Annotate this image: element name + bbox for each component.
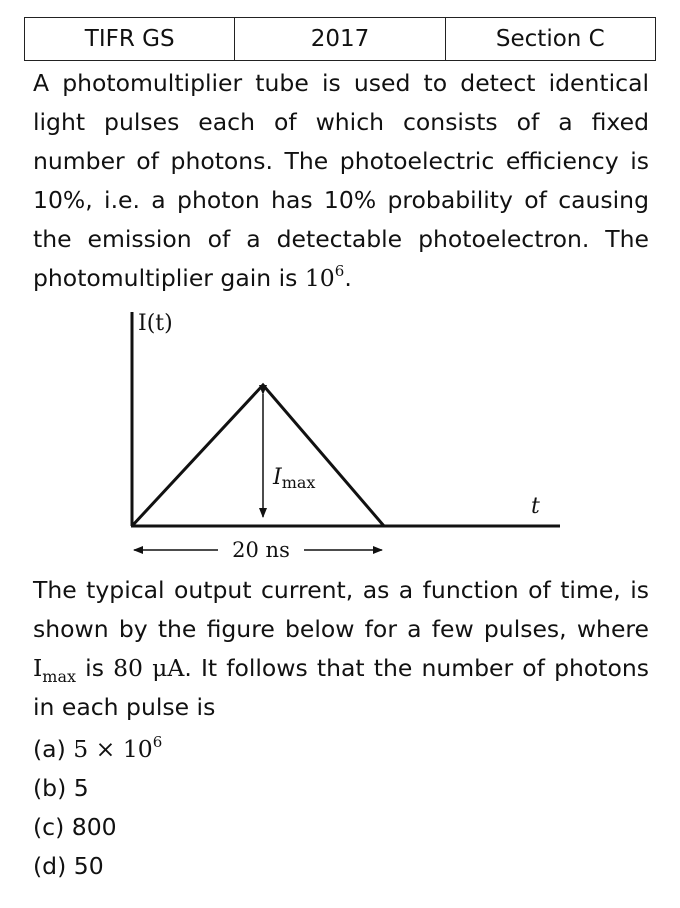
option-label: (d) — [33, 852, 67, 880]
header-exam: TIFR GS — [25, 18, 235, 61]
gain-base: 10 — [304, 264, 335, 292]
option-label: (a) — [33, 735, 66, 763]
pulse-figure — [120, 300, 560, 570]
option-value: 5 × 10 — [73, 735, 153, 763]
width-label: 20 ns — [232, 538, 290, 562]
header-table — [24, 17, 656, 61]
pulse-triangle — [132, 385, 384, 526]
body-text-3: . It follows that the number of photons in each pulse is — [33, 654, 649, 721]
imax-symbol-main: I — [33, 654, 43, 682]
option-a[interactable] — [33, 730, 162, 769]
question-body — [33, 571, 649, 727]
gain-exponent: 6 — [334, 262, 345, 280]
option-c[interactable] — [33, 808, 162, 847]
header-year: 2017 — [235, 18, 445, 61]
x-axis-label: t — [531, 494, 540, 519]
intro-text: A photomultiplier tube is used to detect identical light pulses each of which consists of a fixed number of photons. The photoelectric efficiency is 10%, i.e. a photon has 10% probability of causing the emission of a detectable photoelectron. The photomultiplier gain is — [33, 69, 649, 292]
answer-options — [33, 730, 162, 886]
imax-label — [272, 465, 315, 492]
imax-label-sub: max — [281, 473, 316, 492]
option-b[interactable] — [33, 769, 162, 808]
option-value: 50 — [73, 852, 104, 880]
body-text-2: is — [76, 654, 114, 682]
option-exponent: 6 — [152, 733, 163, 751]
option-value: 5 — [73, 774, 89, 802]
option-label: (c) — [33, 813, 65, 841]
header-section: Section C — [445, 18, 655, 61]
option-value: 800 — [71, 813, 117, 841]
option-d[interactable] — [33, 847, 162, 886]
imax-value: 80 μA — [113, 654, 185, 682]
imax-symbol — [33, 654, 77, 686]
question-intro — [33, 64, 649, 298]
y-axis-label: I(t) — [138, 311, 173, 336]
option-label: (b) — [33, 774, 67, 802]
imax-label-main: I — [273, 465, 282, 490]
imax-symbol-sub: max — [42, 667, 77, 686]
body-text-1: The typical output current, as a function of time, is shown by the figure below for a few pulses, where — [33, 576, 649, 643]
gain-tail: . — [344, 264, 352, 292]
